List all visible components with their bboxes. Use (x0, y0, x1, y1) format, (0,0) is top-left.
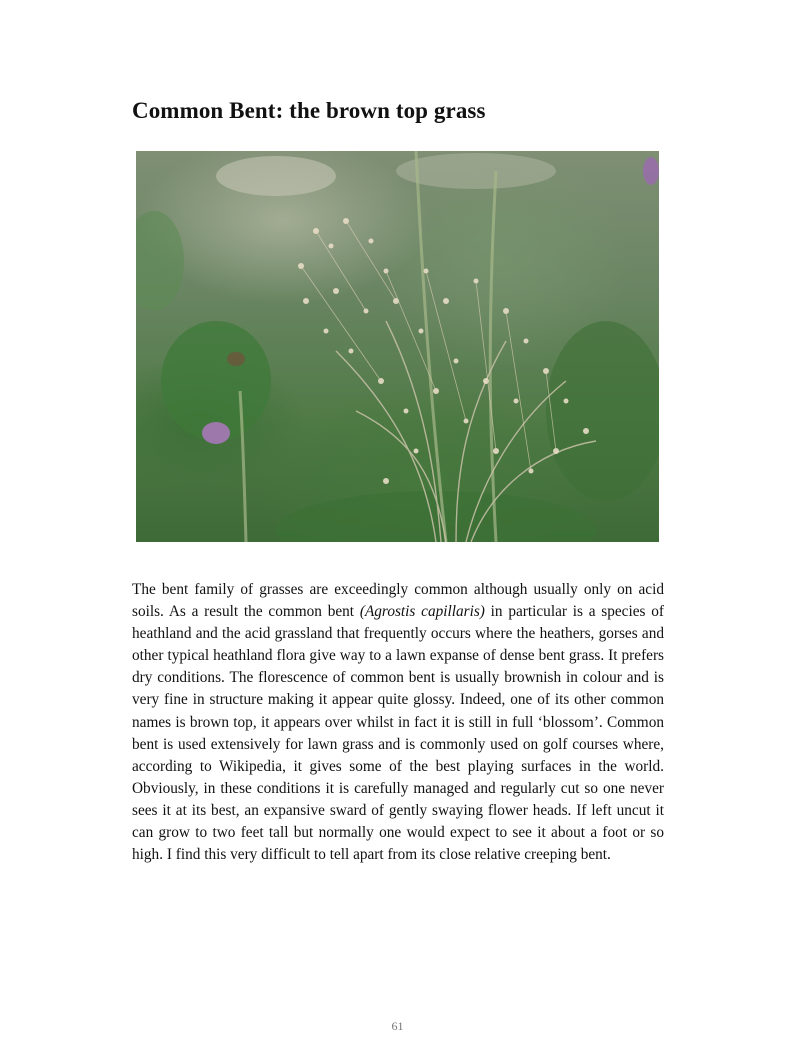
species-name: (Agrostis capillaris) (359, 603, 485, 621)
body-paragraph (132, 579, 664, 866)
paragraph-text-part2: in particular is a species of heathland and the acid grassland that frequently occurs where the heathers, gorses and other typical heathland flora give way to a lawn expanse of dense bent grass. It prefers dry conditions. The florescence of common bent is usually brownish in colour and is very fine in structure making it appear quite glossy. Indeed, one of its other common names is brown top, it appears over whilst in fact it is still in full ‘blossom’. Common bent is used extensively for lawn grass and is commonly used on golf courses where, according to Wikipedia, it gives some of the best playing surfaces in the world. Obviously, in these conditions it is carefully managed and regularly cut so one never sees it at its best, an expansive sward of gently swaying flower heads. If left uncut it can grow to two feet tall but normally one would expect to see it about a foot or so high. I find this very difficult to tell apart from its close relative creeping bent. (132, 603, 664, 864)
page-number: 61 (391, 1019, 404, 1033)
grass-photo (136, 151, 659, 542)
grass-illustration (136, 151, 659, 542)
page-title: Common Bent: the brown top grass (132, 98, 486, 123)
paragraph-text-part1: The bent family of grasses are exceedingly common although usually only on acid soils. As a result the common bent (132, 581, 664, 621)
